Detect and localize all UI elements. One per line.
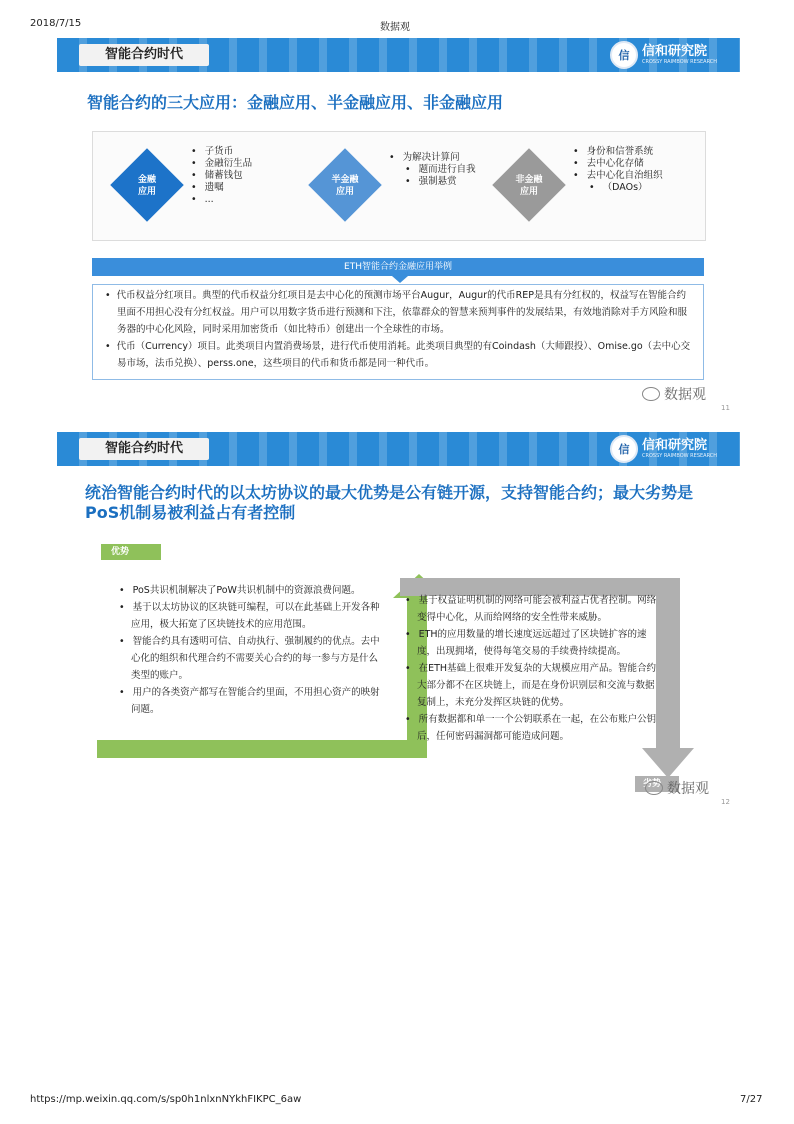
eth-point: • 代币（Currency）项目。此类项目内置消费场景，进行代币使用消耗。此类项目典型的有Coindash（大师跟投）、Omise.go（去中心交易市场，法币兑换）、perss.one，这些项目的代币和货币都是同一种代币。: [105, 341, 691, 369]
disadvantages-list: [403, 592, 661, 745]
brand-logo: [610, 435, 730, 463]
list-item: • 所有数据都和单一一个公钥联系在一起，在公布账户公钥后，任何密码漏洞都可能造成问题。: [403, 711, 661, 745]
list-item: • 基于权益证明机制的网络可能会被利益占优者控制。网络变得中心化，从而给网络的安全性带来威胁。: [403, 592, 661, 626]
list-item: • 身份和信誉系统: [573, 146, 663, 158]
eth-examples-bar: ETH智能合约金融应用举例: [92, 258, 704, 276]
list-item: • 金融衍生品: [191, 158, 252, 170]
print-date: 2018/7/15: [30, 18, 82, 29]
list-item-continued: • 强制悬赏: [389, 176, 476, 188]
list-item-continued: • （DAOs）: [573, 182, 663, 194]
banner-label: 智能合约时代: [79, 438, 209, 460]
list-item-continued: • 题而进行自我: [389, 164, 476, 176]
advantages-panel: [117, 582, 387, 718]
logo-subtitle: CROSSY RAIMBOW RESEARCH: [642, 453, 718, 459]
list-item: • ETH的应用数量的增长速度远远超过了区块链扩容的速度，出现拥堵，使得每笔交易的手续费持续提高。: [403, 626, 661, 660]
print-title: 数据观: [380, 22, 410, 33]
list-item: • 基于以太坊协议的区块链可编程，可以在此基础上开发各种应用，极大拓宽了区块链技术的应用范围。: [117, 599, 387, 633]
list-item: • 去中心化自治组织: [573, 170, 663, 182]
non-financial-app-label: 非金融 应用: [515, 175, 543, 197]
print-page-number: 7/27: [740, 1094, 763, 1105]
logo-mark-icon: 信: [610, 41, 638, 69]
list-item: • 储蓄钱包: [191, 170, 252, 182]
disadvantage-tag: 劣势: [635, 776, 679, 792]
financial-app-label: 金融 应用: [137, 175, 156, 197]
banner-label: 智能合约时代: [79, 44, 209, 66]
watermark: 数据观: [645, 778, 709, 798]
brand-logo: [610, 41, 730, 69]
logo-mark-icon: 信: [610, 435, 638, 463]
list-item: • ...: [191, 194, 252, 206]
advantages-list: [117, 582, 387, 718]
financial-app-list: [191, 146, 252, 206]
slide-title: 智能合约的三大应用：金融应用、半金融应用、非金融应用: [87, 93, 504, 112]
list-item: • 智能合约具有透明可信、自动执行、强制履约的优点。去中心化的组织和代理合约不需要关心合约的每一参与方是什么类型的账户。: [117, 633, 387, 684]
list-item: • 遗嘱: [191, 182, 252, 194]
wechat-icon: [642, 387, 660, 401]
logo-name: 信和研究院: [642, 44, 708, 59]
slide-11: [57, 38, 740, 418]
slide-12: [57, 432, 740, 814]
semi-financial-app-list: [389, 152, 476, 188]
disadvantages-panel: [403, 592, 661, 745]
slide-banner: [57, 432, 740, 466]
eth-point: • 代币权益分红项目。典型的代币权益分红项目是去中心化的预测市场平台Augur，Augur的代币REP是具有分红权的，权益写在智能合约里面不用担心没有分红权益。用户可以用数字货币进行预测和下注，依靠群众的智慧来预判事件的发展结果，有效地消除对手方风险和服务器的中心化风险，同时采用加密货币（如比特币）创建出一个全球性的市场。: [105, 290, 688, 335]
watermark: 数据观: [642, 384, 706, 404]
list-item: • 子货币: [191, 146, 252, 158]
semi-financial-app-label: 半金融 应用: [331, 175, 359, 197]
list-item: • 用户的各类资产都写在智能合约里面，不用担心资产的映射问题。: [117, 684, 387, 718]
logo-name: 信和研究院: [642, 438, 708, 453]
slide-number: 12: [721, 798, 730, 806]
advantage-tag: 优势: [101, 544, 161, 560]
slide-title: 统治智能合约时代的以太坊协议的最大优势是公有链开源，支持智能合约；最大劣势是PoS机制易被利益占有者控制: [85, 483, 694, 522]
eth-examples-box: [92, 284, 704, 380]
applications-panel: [92, 131, 706, 241]
non-financial-app-list: [573, 146, 663, 194]
wechat-icon: [645, 781, 663, 795]
slide-banner: [57, 38, 740, 72]
list-item: • 去中心化存储: [573, 158, 663, 170]
list-item: • 为解决计算问: [389, 152, 476, 164]
print-url: https://mp.weixin.qq.com/s/sp0h1nlxnNYkhFIKPC_6aw: [30, 1094, 302, 1105]
list-item: • 在ETH基础上很难开发复杂的大规模应用产品。智能合约大部分都不在区块链上，而是在身份识别层和交流与数据复制上，未充分发挥区块链的优势。: [403, 660, 661, 711]
slide-number: 11: [721, 404, 730, 412]
list-item: • PoS共识机制解决了PoW共识机制中的资源浪费问题。: [117, 582, 387, 599]
logo-subtitle: CROSSY RAIMBOW RESEARCH: [642, 59, 718, 65]
